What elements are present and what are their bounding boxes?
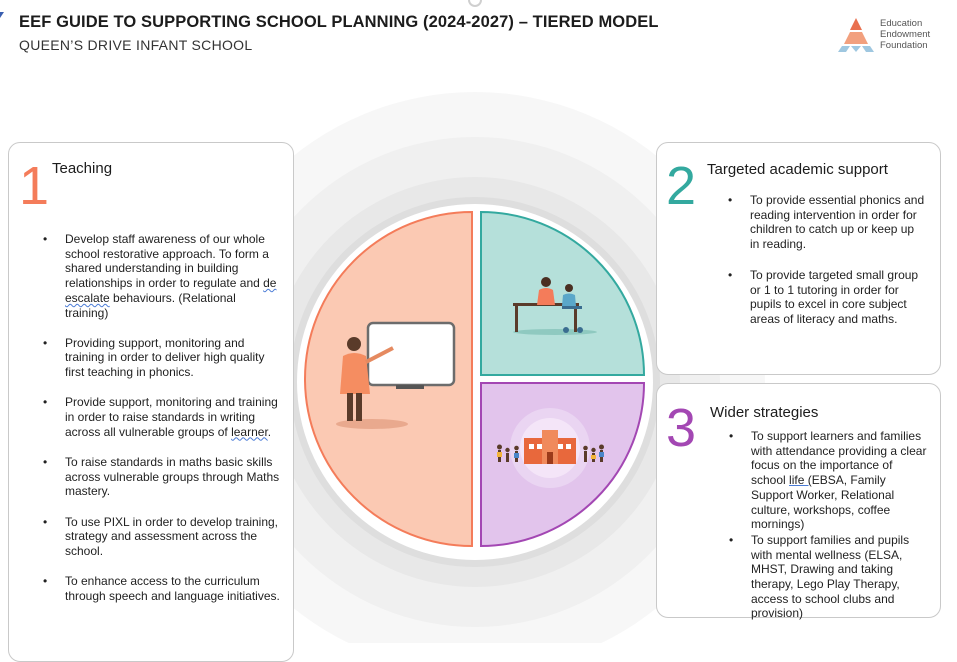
spellcheck-marked-text: life ( (789, 473, 812, 488)
bullet-text: Provide support, monitoring and training in order to raise standards in writing across all vulnerable groups of (65, 395, 278, 439)
bullet-text: EBSA, Family Support Worker, Relational culture, workshops, coffee mornings) (751, 473, 895, 532)
tier2-segment (481, 212, 644, 375)
tier2-title: Targeted academic support (707, 161, 888, 178)
page-title: EEF GUIDE TO SUPPORTING SCHOOL PLANNING (2024-2027) – TIERED MODEL (19, 13, 659, 31)
school-name: QUEEN’S DRIVE INFANT SCHOOL (19, 37, 253, 53)
spellcheck-marked-text: de escalate (65, 276, 277, 305)
bullet-text: To raise standards in maths basic skills across vulnerable groups through Maths mastery. (65, 454, 280, 499)
bullet-text: Providing support, monitoring and training in order to deliver high quality first teaching in phonics. (65, 335, 265, 380)
tier1-number: 1 (19, 156, 50, 216)
tier1-title: Teaching (52, 160, 113, 177)
logo-line-3: Foundation (880, 40, 928, 51)
bullet-item: • To provide essential phonics and reading intervention in order for children to catch up or keep up in reading. (750, 193, 925, 252)
bullet-item: • To provide targeted small group or 1 to 1 tutoring in order for pupils to excel in core subject areas of literacy and maths. (750, 268, 925, 327)
tier3-title: Wider strategies (710, 404, 819, 421)
bullet-text: Develop staff awareness of our whole school restorative approach. To form a shared understanding in building relationships in order to regulate and (65, 232, 269, 291)
bullet-text: behaviours. (Relational training) (65, 290, 236, 320)
bullet-text: To use PIXL in order to develop training, strategy and assessment across the school. (65, 514, 279, 558)
bullet-text: To support families and pupils with mental wellness (ELSA, MHST, Drawing and taking therapy, Lego Play Therapy, access to school clubs and provision) (751, 532, 910, 621)
logo-line-2: Endowment (880, 29, 931, 40)
bullet-text: To support learners and families with attendance providing a clear focus on the importance of school (751, 429, 927, 488)
tier2-number: 2 (666, 156, 697, 216)
tier3-number: 3 (666, 398, 697, 458)
logo-line-1: Education (880, 18, 923, 29)
bullet-text: . (267, 424, 272, 439)
bullet-text: To enhance access to the curriculum through speech and language initiatives. (65, 574, 280, 603)
spellcheck-marked-text: learner (231, 424, 268, 439)
